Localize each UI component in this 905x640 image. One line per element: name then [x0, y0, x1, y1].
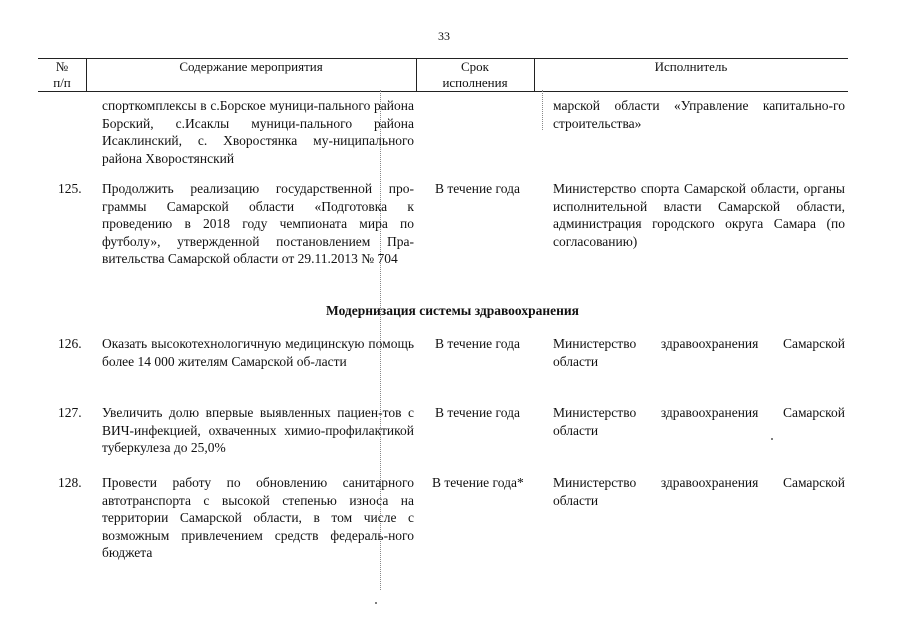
row-content: Провести работу по обновлению санитарного автотранспорта с высокой степенью износа на территории Самарской области, в том числе с возможным привлечением средств федераль-ного бюджета: [102, 475, 414, 560]
section-title: Модернизация системы здравоохранения: [326, 303, 579, 318]
scan-line: [542, 90, 543, 130]
row-content: Продолжить реализацию государственной про-граммы Самарской области «Подготовка к проведению в 2018 году чемпионата мира по футболу», утвержденной постановлением Пра-вительства Самарской области от 29.11.2013 № 704: [102, 181, 414, 266]
row-number: 125.: [58, 181, 82, 196]
row-executor: Министерство здравоохранения Самарской области: [553, 336, 845, 369]
row-executor: Министерство здравоохранения Самарской области: [553, 475, 845, 508]
page-number: 33: [438, 29, 450, 43]
row-number: 128.: [58, 475, 82, 490]
header-executor: Исполнитель: [654, 59, 728, 74]
continuation-content: спорткомплексы в с.Борское муници-пального района Борский, с.Исаклы муници-пального района Исаклинский, с. Хворостянка му-ниципального района Хворостянский: [102, 98, 414, 166]
scan-speck: [375, 602, 377, 604]
header-num: № п/п: [53, 59, 71, 90]
row-number: 126.: [58, 336, 82, 351]
scan-speck: [771, 438, 773, 440]
row-content: Увеличить долю впервые выявленных пациен-тов с ВИЧ-инфекцией, охваченных химио-профилактикой туберкулеза до 25,0%: [102, 405, 414, 455]
continuation-executor: марской области «Управление капитально-го строительства»: [553, 98, 845, 131]
row-executor: Министерство спорта Самарской области, органы исполнительной власти Самарской области, администрация городского округа Самара (по согласованию): [553, 181, 845, 249]
row-term: В течение года: [435, 405, 520, 420]
row-content: Оказать высокотехнологичную медицинскую помощь более 14 000 жителям Самарской об-ласти: [102, 336, 414, 369]
row-number: 127.: [58, 405, 82, 420]
header-term: Срок исполнения: [442, 59, 508, 90]
table-header: [38, 58, 848, 92]
row-term: В течение года: [435, 181, 520, 196]
row-executor: Министерство здравоохранения Самарской области: [553, 405, 845, 438]
row-term: В течение года*: [432, 475, 524, 490]
row-term: В течение года: [435, 336, 520, 351]
header-content: Содержание мероприятия: [179, 59, 323, 74]
